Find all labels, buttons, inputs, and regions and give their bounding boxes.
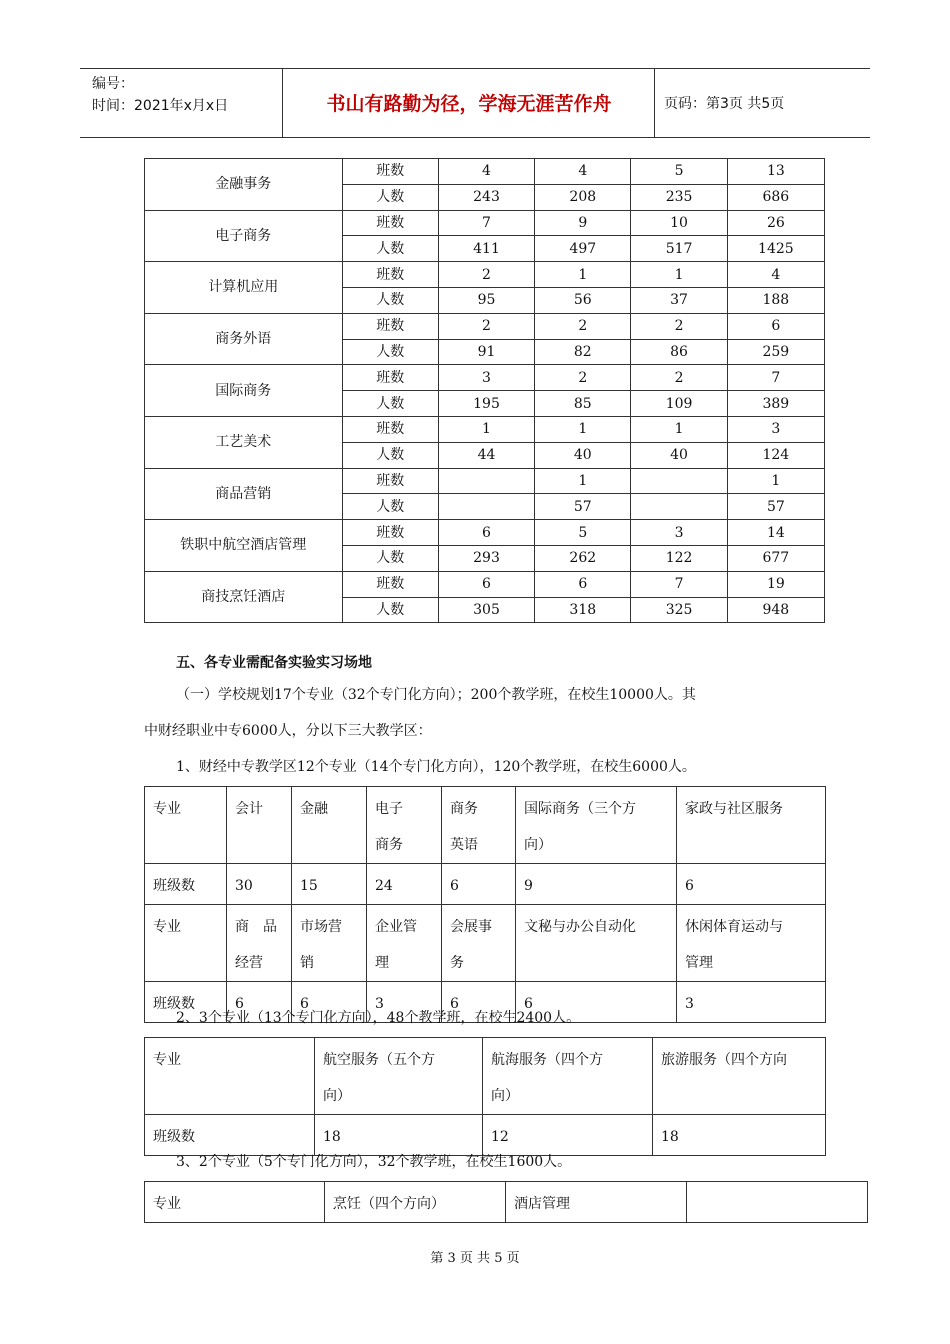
people-count-cell: 677 xyxy=(727,545,824,571)
table-row xyxy=(145,416,825,442)
header-motto: 书山有路勤为径，学海无涯苦作舟 xyxy=(326,93,612,115)
table-row xyxy=(145,1182,868,1223)
people-count-cell: 517 xyxy=(631,236,727,262)
paragraph-line: （一）学校规划17个专业（32个专门化方向）；200个教学班，在校生10000人。其 xyxy=(176,687,696,703)
row-label-cell: 人数 xyxy=(342,287,438,313)
table-cell: 酒店管理 xyxy=(506,1182,687,1223)
table-cell: 3 xyxy=(367,982,442,1023)
paragraph-line: 中财经职业中专6000人，分以下三大教学区： xyxy=(144,723,432,739)
table-cell: 企业管 理 xyxy=(367,905,442,982)
people-count-cell: 325 xyxy=(631,597,727,623)
table-cell: 金融 xyxy=(292,787,367,864)
people-count-cell: 109 xyxy=(631,391,727,417)
people-count-cell: 40 xyxy=(535,442,631,468)
class-count-cell: 4 xyxy=(535,159,631,185)
people-count-cell: 497 xyxy=(535,236,631,262)
table-cell: 电子 商务 xyxy=(367,787,442,864)
major-name-cell: 商技烹饪酒店 xyxy=(145,571,343,623)
people-count-cell: 124 xyxy=(727,442,824,468)
row-label-cell: 班数 xyxy=(342,262,438,288)
class-count-cell: 3 xyxy=(631,520,727,546)
major-name-cell: 国际商务 xyxy=(145,365,343,417)
people-count-cell: 208 xyxy=(535,184,631,210)
header-divider xyxy=(654,69,655,137)
table-row xyxy=(145,313,825,339)
table-cell: 航空服务（五个方 向） xyxy=(315,1038,483,1115)
major-name-cell: 商品营销 xyxy=(145,468,343,520)
people-count-cell: 318 xyxy=(535,597,631,623)
table-cell: 国际商务（三个方 向） xyxy=(516,787,677,864)
table-row xyxy=(145,262,825,288)
majors-table-3 xyxy=(144,1181,868,1223)
people-count-cell: 82 xyxy=(535,339,631,365)
enrollment-table xyxy=(144,158,825,623)
table-cell: 18 xyxy=(315,1115,483,1156)
header-meta xyxy=(92,73,228,117)
class-count-cell: 7 xyxy=(631,571,727,597)
majors-table-1 xyxy=(144,786,826,1023)
table-cell: 商 品 经营 xyxy=(227,905,292,982)
row-label-cell: 班数 xyxy=(342,365,438,391)
row-label-cell: 班数 xyxy=(342,159,438,185)
class-count-cell: 1 xyxy=(631,416,727,442)
table-cell: 3 xyxy=(677,982,826,1023)
table-cell xyxy=(687,1182,868,1223)
table-row xyxy=(145,905,826,982)
table-cell: 市场营 销 xyxy=(292,905,367,982)
serial-label: 编号： xyxy=(92,76,134,92)
table-row xyxy=(145,365,825,391)
table-cell: 商务 英语 xyxy=(442,787,516,864)
table-cell: 18 xyxy=(653,1115,826,1156)
row-label-cell: 人数 xyxy=(342,442,438,468)
class-count-cell: 1 xyxy=(438,416,534,442)
row-label-cell: 班数 xyxy=(342,313,438,339)
major-name-cell: 工艺美术 xyxy=(145,416,343,468)
people-count-cell: 95 xyxy=(438,287,534,313)
header-divider xyxy=(282,69,283,137)
row-label-cell: 班数 xyxy=(342,468,438,494)
people-count-cell: 195 xyxy=(438,391,534,417)
people-count-cell: 686 xyxy=(727,184,824,210)
class-count-cell: 1 xyxy=(727,468,824,494)
class-count-cell: 6 xyxy=(535,571,631,597)
people-count-cell: 1425 xyxy=(727,236,824,262)
row-label-cell: 人数 xyxy=(342,545,438,571)
class-count-cell: 2 xyxy=(631,313,727,339)
table-cell: 6 xyxy=(677,864,826,905)
major-name-cell: 铁职中航空酒店管理 xyxy=(145,520,343,572)
people-count-cell: 122 xyxy=(631,545,727,571)
class-count-cell: 2 xyxy=(535,365,631,391)
people-count-cell: 259 xyxy=(727,339,824,365)
table-row xyxy=(145,210,825,236)
class-count-cell: 5 xyxy=(535,520,631,546)
people-count-cell: 37 xyxy=(631,287,727,313)
class-count-cell: 6 xyxy=(438,571,534,597)
major-name-cell: 金融事务 xyxy=(145,159,343,211)
class-count-cell: 1 xyxy=(535,416,631,442)
row-label-cell: 人数 xyxy=(342,236,438,262)
row-label-cell: 人数 xyxy=(342,339,438,365)
people-count-cell xyxy=(631,494,727,520)
people-count-cell: 188 xyxy=(727,287,824,313)
people-count-cell: 293 xyxy=(438,545,534,571)
class-count-cell: 4 xyxy=(438,159,534,185)
people-count-cell: 44 xyxy=(438,442,534,468)
row-label-cell: 班数 xyxy=(342,416,438,442)
row-label-cell: 人数 xyxy=(342,184,438,210)
table-row xyxy=(145,571,825,597)
class-count-cell xyxy=(438,468,534,494)
table-row xyxy=(145,1115,826,1156)
table-cell: 6 xyxy=(516,982,677,1023)
table-cell: 文秘与办公自动化 xyxy=(516,905,677,982)
major-name-cell: 计算机应用 xyxy=(145,262,343,314)
table-cell: 会计 xyxy=(227,787,292,864)
people-count-cell: 91 xyxy=(438,339,534,365)
class-count-cell: 2 xyxy=(438,313,534,339)
table-row xyxy=(145,520,825,546)
people-count-cell: 40 xyxy=(631,442,727,468)
table-cell: 烹饪（四个方向） xyxy=(325,1182,506,1223)
people-count-cell xyxy=(438,494,534,520)
class-count-cell: 13 xyxy=(727,159,824,185)
table-cell: 班级数 xyxy=(145,982,227,1023)
class-count-cell: 6 xyxy=(727,313,824,339)
class-count-cell: 2 xyxy=(631,365,727,391)
table-row xyxy=(145,864,826,905)
class-count-cell: 6 xyxy=(438,520,534,546)
class-count-cell: 14 xyxy=(727,520,824,546)
table-row xyxy=(145,1038,826,1115)
table-cell: 旅游服务（四个方向 xyxy=(653,1038,826,1115)
table-cell: 6 xyxy=(227,982,292,1023)
page-header xyxy=(80,68,870,138)
class-count-cell: 7 xyxy=(438,210,534,236)
row-label-cell: 班数 xyxy=(342,571,438,597)
table-cell: 专业 xyxy=(145,905,227,982)
people-count-cell: 389 xyxy=(727,391,824,417)
table-row xyxy=(145,159,825,185)
table-cell: 24 xyxy=(367,864,442,905)
class-count-cell: 4 xyxy=(727,262,824,288)
section-title: 五、各专业需配备实验实习场地 xyxy=(176,655,372,671)
people-count-cell: 305 xyxy=(438,597,534,623)
people-count-cell: 85 xyxy=(535,391,631,417)
majors-table-2 xyxy=(144,1037,826,1156)
class-count-cell: 1 xyxy=(535,262,631,288)
list-item: 1、财经中专教学区12个专业（14个专门化方向），120个教学班，在校生6000人。 xyxy=(176,759,696,775)
page-footer: 第 3 页 共 5 页 xyxy=(430,1251,520,1266)
class-count-cell: 2 xyxy=(438,262,534,288)
table-cell: 班级数 xyxy=(145,864,227,905)
class-count-cell: 10 xyxy=(631,210,727,236)
table-cell: 会展事 务 xyxy=(442,905,516,982)
table-cell: 专业 xyxy=(145,1038,315,1115)
people-count-cell: 56 xyxy=(535,287,631,313)
class-count-cell xyxy=(631,468,727,494)
class-count-cell: 7 xyxy=(727,365,824,391)
major-name-cell: 商务外语 xyxy=(145,313,343,365)
row-label-cell: 人数 xyxy=(342,597,438,623)
people-count-cell: 86 xyxy=(631,339,727,365)
list-item: 3、2个专业（5个专门化方向），32个教学班，在校生1600人。 xyxy=(176,1154,572,1170)
row-label-cell: 人数 xyxy=(342,391,438,417)
table-cell: 9 xyxy=(516,864,677,905)
table-row xyxy=(145,468,825,494)
people-count-cell: 262 xyxy=(535,545,631,571)
people-count-cell: 411 xyxy=(438,236,534,262)
date-label: 时间：2021年x月x日 xyxy=(92,98,229,114)
table-cell: 12 xyxy=(483,1115,653,1156)
table-cell: 15 xyxy=(292,864,367,905)
class-count-cell: 3 xyxy=(438,365,534,391)
table-cell: 班级数 xyxy=(145,1115,315,1156)
table-cell: 6 xyxy=(442,982,516,1023)
class-count-cell: 2 xyxy=(535,313,631,339)
table-cell: 6 xyxy=(292,982,367,1023)
row-label-cell: 班数 xyxy=(342,520,438,546)
class-count-cell: 3 xyxy=(727,416,824,442)
people-count-cell: 243 xyxy=(438,184,534,210)
table-row xyxy=(145,787,826,864)
table-cell: 休闲体育运动与 管理 xyxy=(677,905,826,982)
table-cell: 6 xyxy=(442,864,516,905)
list-item: 2、3个专业（13个专门化方向），48个教学班，在校生2400人。 xyxy=(176,1010,581,1026)
people-count-cell: 948 xyxy=(727,597,824,623)
row-label-cell: 人数 xyxy=(342,494,438,520)
class-count-cell: 1 xyxy=(631,262,727,288)
table-cell: 30 xyxy=(227,864,292,905)
people-count-cell: 57 xyxy=(727,494,824,520)
table-cell: 家政与社区服务 xyxy=(677,787,826,864)
class-count-cell: 9 xyxy=(535,210,631,236)
major-name-cell: 电子商务 xyxy=(145,210,343,262)
class-count-cell: 19 xyxy=(727,571,824,597)
class-count-cell: 1 xyxy=(535,468,631,494)
class-count-cell: 5 xyxy=(631,159,727,185)
class-count-cell: 26 xyxy=(727,210,824,236)
people-count-cell: 235 xyxy=(631,184,727,210)
row-label-cell: 班数 xyxy=(342,210,438,236)
people-count-cell: 57 xyxy=(535,494,631,520)
header-page-label: 页码：第3页 共5页 xyxy=(664,96,785,112)
table-cell: 专业 xyxy=(145,1182,325,1223)
table-cell: 航海服务（四个方 向） xyxy=(483,1038,653,1115)
table-cell: 专业 xyxy=(145,787,227,864)
